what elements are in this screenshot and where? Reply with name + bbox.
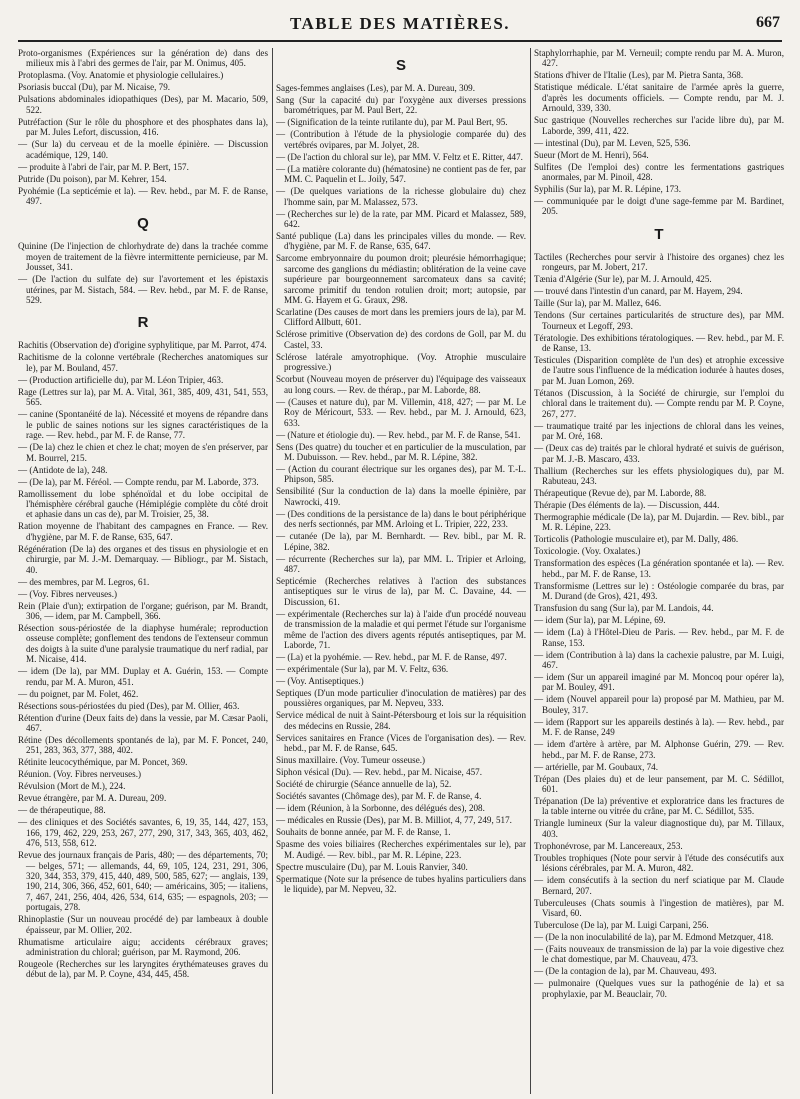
index-entry: Thérapeutique (Revue de), par M. Laborde, 88. — [534, 487, 707, 498]
index-entry: Putride (Du poison), par M. Kehrer, 154. — [18, 173, 167, 184]
index-entry: — (Sur la) du cerveau et de la moelle épinière. — Discussion académique, 129, 140. — [18, 139, 268, 160]
index-entry: Triangle lumineux (Sur la valeur diagnostique du), par M. Tillaux, 403. — [534, 818, 784, 839]
index-entry: Tératologie. Des exhibitions tératologiques. — Rev. hebd., par M. F. de Ranse, 13. — [534, 332, 784, 354]
index-entry: Rougeole (Recherches sur les laryngites érythémateuses graves du début de la), par M. P. Coyne, 434, 445, 458. — [18, 959, 268, 980]
index-entry: Septicémie (Recherches relatives à l'action des substances antiseptiques sur le virus de la), par M. C. Davaine, 44. — Discussion, 61. — [276, 575, 526, 607]
index-entry: Tétanos (Discussion, à la Société de chirurgie, sur l'emploi du chloral dans le traitement du). — Compte rendu par M. P. Coyne, 267, 277. — [534, 387, 784, 419]
running-title: TABLE DES MATIÈRES. — [289, 14, 511, 33]
index-entry: Thallium (Recherches sur les effets physiologiques du), par M. Rabuteau, 243. — [534, 465, 784, 486]
index-entry: — (Faits nouveaux de transmission de la) par la voie digestive chez le chat domestique, par M. Chauveau, 473. — [534, 944, 784, 965]
index-entry: Stations d'hiver de l'Italie (Les), par M. Pietra Santa, 368. — [534, 70, 744, 81]
index-entry: Sociétés savantes (Chômage des), par M. F. de Ranse, 4. — [276, 791, 482, 802]
index-entry: Statistique médicale. L'état sanitaire de l'armée après la guerre, d'après les documents officiels. — Compte rendu, par M. J. Arnould, 339, 330. — [534, 82, 784, 114]
index-entry: Tuberculeuses (Chats soumis à l'ingestion de matières), par M. Visard, 60. — [534, 897, 784, 918]
index-entry: — (Antidote de la), 248. — [18, 464, 108, 475]
index-entry: — idem (De la), par MM. Duplay et A. Guérin, 153. — Compte rendu, par M. A. Muron, 451. — [18, 666, 268, 687]
index-entry: Troubles trophiques (Note pour servir à l'étude des consécutifs aux lésions cérébrales, par M. A. Muron, 482. — [534, 852, 784, 874]
index-entry: — (De la contagion de la), par M. Chauveau, 493. — [534, 966, 717, 977]
index-entry: Services sanitaires en France (Vices de l'organisation des). — Rev. hebd., par M. F. de Ranse, 645. — [276, 732, 526, 754]
index-entry: Sang (Sur la capacité du) par l'oxygène aux diverses pressions barométriques, par M. Paul Bert, 22. — [276, 95, 526, 116]
index-entry: Syphilis (Sur la), par M. R. Lépine, 173. — [534, 184, 682, 195]
index-entry: — (Action du courant électrique sur les organes des), par M. T.-L. Phipson, 585. — [276, 463, 526, 485]
index-entry: Trépanation (De la) préventive et exploratrice dans les fractures de la table interne ou vitrée du crâne, par M. C. Sédillot, 535. — [534, 795, 784, 817]
index-entry: Sarcome embryonnaire du poumon droit; pleurésie hémorrhagique; sarcome des ganglions du médiastin; oblitération de la veine cave supérieure par bourgeonnement sarcomateux dans sa cavité; sarcome primitif du tendon rotulien droit; mort; autopsie, par MM. G. Hayem et G. Graux, 298. — [276, 253, 526, 306]
index-entry: — (Causes et nature du), par M. Villemin, 418, 427; — par M. Le Roy de Méricourt, 533. — Rev. hebd., par M. J. Arnould, 623, 633. — [276, 396, 526, 428]
index-entry: Suc gastrique (Nouvelles recherches sur l'acide libre du), par M. Laborde, 399, 411, 422. — [534, 115, 784, 136]
section-letter: S — [395, 57, 406, 74]
index-entry: — (Contribution à l'étude de la physiologie comparée du) des vertébrés ovipares, par M. Jolyet, 28. — [276, 129, 526, 150]
index-entry: — médicales en Russie (Des), par M. B. Milliot, 4, 77, 249, 517. — [276, 815, 512, 826]
index-entry: Septiques (D'un mode particulier d'inoculation de matières) par des poussières organiques, par M. Nepveu, 333. — [276, 687, 526, 709]
index-entry: — (De l'action du chloral sur le), par MM. V. Feltz et E. Ritter, 447. — [276, 151, 523, 162]
index-entry: Rhinoplastie (Sur un nouveau procédé de) par lambeaux à double épaisseur, par M. Ollier, 202. — [18, 914, 268, 935]
index-entry: Staphylorrhaphie, par M. Verneuil; compte rendu par M. A. Muron, 427. — [534, 48, 784, 69]
index-entry: — des cliniques et des Sociétés savantes, 6, 19, 35, 144, 427, 153, 166, 179, 462, 229, 253, 267, 277, 290, 317, 343, 365, 403, 462, 476, 513, 558, 612. — [18, 817, 268, 849]
index-entry: Transfusion du sang (Sur la), par M. Landois, 44. — [534, 603, 714, 614]
index-entry: — cutanée (De la), par M. Bernhardt. — Rev. bibl., par M. R. Lépine, 382. — [276, 531, 526, 552]
index-entry: — artérielle, par M. Goubaux, 74. — [534, 761, 658, 772]
column-1 — [18, 48, 268, 1094]
index-entry: — idem (Contribution à la) dans la cachexie palustre, par M. Luigi, 467. — [534, 649, 784, 670]
index-entry: Trophonévrose, par M. Lancereaux, 253. — [534, 840, 683, 851]
index-entry: — (La matière colorante du) (hématosine) ne contient pas de fer, par MM. C. Paquelin et L. Joily, 547. — [276, 163, 526, 185]
index-entry: Transformation des espèces (La génération spontanée et la). — Rev. hebd., par M. F. de Ranse, 13. — [534, 558, 784, 579]
page-number: 667 — [756, 14, 780, 31]
index-entry: Rétinite leucocythémique, par M. Poncet, 369. — [18, 757, 188, 768]
index-entry: — idem (Sur un appareil imaginé par M. Moncoq pour opérer la), par M. Bouley, 491. — [534, 671, 784, 693]
index-entry: Thermographie médicale (De la), par M. Dujardin. — Rev. bibl., par M. R. Lépine, 223. — [534, 511, 784, 533]
index-entry: Société de chirurgie (Séance annuelle de la), 52. — [276, 779, 452, 790]
index-entry: Revue des journaux français de Paris, 480; — des départements, 70; — belges, 571; — allemands, 44, 69, 105, 124, 231, 291, 306, 320, 344, 353, 379, 415, 440, 489, 500, 585, 627; — anglais, 139, 190, 214, 306, 366, 452, 601, 640; — américains, 305; — italiens, 7, 467, 241, 256, 404, 426, 534, 614, 635; — espagnols, 203; — portugais, 278. — [18, 850, 268, 913]
index-entry: Révulsion (Mort de M.), 224. — [18, 781, 126, 792]
index-entry: Toxicologie. (Voy. Oxalates.) — [534, 546, 641, 557]
index-entry: Sinus maxillaire. (Voy. Tumeur osseuse.) — [276, 755, 426, 766]
index-entry: — idem consécutifs à la section du nerf sciatique par M. Claude Bernard, 207. — [534, 875, 784, 896]
index-entry: Spasme des voies biliaires (Recherches expérimentales sur le), par M. Audigé. — Rev. bibl., par M. R. Lépine, 223. — [276, 839, 526, 860]
index-entry: Spermatique (Note sur la présence de tubes hyalins particuliers dans le liquide), par M. Nepveu, 32. — [276, 873, 526, 894]
index-entry: Tactiles (Recherches pour servir à l'histoire des organes) chez les rongeurs, par M. Jobert, 217. — [534, 251, 784, 273]
index-entry: — (Voy. Antiseptiques.) — [276, 675, 364, 686]
index-entry: — idem (Réunion, à la Sorbonne, des délégués des), 208. — [276, 803, 485, 814]
index-entry: — (De la), par M. Féréol. — Compte rendu, par M. Laborde, 373. — [18, 476, 259, 487]
index-entry: Rachitisme de la colonne vertébrale (Recherches anatomiques sur le), par M. Bouland, 457. — [18, 352, 268, 373]
index-entry: — (Nature et étiologie du). — Rev. hebd., par M. F. de Ranse, 541. — [276, 429, 521, 440]
index-entry: Tuberculose (De la), par M. Luigi Carpani, 256. — [534, 920, 709, 930]
index-entry: — idem d'artère à artère, par M. Alphonse Guérin, 279. — Rev. hebd., par M. F. de Ranse, 273. — [534, 739, 784, 760]
index-entry: Putréfaction (Sur le rôle du phosphore et des phosphates dans la), par M. Jules Lefort, discussion, 416. — [18, 116, 268, 138]
column-2 — [276, 48, 526, 1094]
index-entry: — récurrente (Recherches sur la), par MM. L. Tripier et Arloing, 487. — [276, 553, 526, 574]
index-entry: Scorbut (Nouveau moyen de préserver du) l'équipage des vaisseaux au long cours. — Rev. de thérap., par M. Laborde, 88. — [276, 374, 526, 395]
section-letter: R — [137, 314, 149, 332]
index-entry: Sclérose primitive (Observation de) des cordons de Goll, par M. du Castel, 33. — [276, 329, 526, 350]
index-entry: — idem (Sur la), par M. Lépine, 69. — [534, 615, 666, 626]
index-entry: Protoplasma. (Voy. Anatomie et physiologie cellulaires.) — [18, 70, 224, 81]
index-entry: — canine (Spontanéité de la). Nécessité et moyens de répandre dans le public de saines notions sur les signes caractéristiques de la rage. — Rev. hebd., par M. F. de Ranse, 77. — [18, 409, 268, 441]
column-divider — [272, 48, 273, 1094]
index-entry: Proto-organismes (Expériences sur la génération de) dans des milieux mis à l'abri des germes de l'air, par M. Onimus, 405. — [18, 48, 268, 69]
index-entry: — (De l'action du sulfate de) sur l'avortement et les épistaxis utérines, par M. Sistach, 584. — Rev. hebd., par M. F. de Ranse, 529. — [18, 274, 268, 306]
page-header — [18, 8, 782, 38]
index-entry: Sclérose latérale amyotrophique. (Voy. Atrophie musculaire progressive.) — [276, 351, 526, 373]
index-entry: Taille (Sur la), par M. Mallez, 646. — [534, 298, 662, 309]
index-entry: — produite à l'abri de l'air, par M. P. Bert, 157. — [18, 161, 189, 172]
index-entry: Sens (Des quatre) du toucher et en particulier de la musculation, par M. Dubuisson. — Rev. hebd., par M. R. Lépine, 382. — [276, 441, 526, 462]
index-entry: Rachitis (Observation de) d'origine syphylitique, par M. Parrot, 474. — [18, 340, 267, 351]
index-entry: Souhaits de bonne année, par M. F. de Ranse, 1. — [276, 827, 451, 838]
index-entry: Ration moyenne de l'habitant des campagnes en France. — Rev. d'hygiène, par M. F. de Ranse, 635, 647. — [18, 521, 268, 542]
index-entry: Spectre musculaire (Du), par M. Louis Ranvier, 340. — [276, 861, 468, 872]
index-entry: Psoriasis buccal (Du), par M. Nicaise, 79. — [18, 82, 171, 93]
column-3 — [534, 48, 784, 1094]
index-entry: Santé publique (La) dans les principales villes du monde. — Rev. d'hygiène, par M. F. de Ranse, 635, 647. — [276, 231, 526, 252]
index-entry: Thérapie (Des éléments de la). — Discussion, 444. — [534, 499, 720, 510]
header-rule — [18, 40, 782, 42]
index-entry: — expérimentale (Sur la), par M. V. Feltz, 636. — [276, 663, 449, 674]
index-entry: — expérimentale (Recherches sur la) à l'aide d'un procédé nouveau de transmission de la maladie et qui permet l'étude sur l'organisme même de l'action des divers agents réputés antiseptiques, par M. Laborde, 71. — [276, 608, 526, 650]
index-entry: Régénération (De la) des organes et des tissus en physiologie et en chirurgie, par M. J.-M. Demarquay. — Bibliogr., par M. Sistach, 40. — [18, 543, 268, 575]
index-entry: Pulsations abdominales idiopathiques (Des), par M. Macario, 509, 522. — [18, 94, 268, 115]
index-entry: Rhumatisme articulaire aigu; accidents cérébraux graves; administration du chloral; guérison, par M. Raymond, 206. — [18, 936, 268, 958]
index-entry: Tænia d'Algérie (Sur le), par M. J. Arnould, 425. — [534, 274, 712, 285]
index-entry: Ramollissement du lobe sphénoïdal et du lobe occipital de l'hémisphère cérébral gauche (Hémiplégie complète du côté droit et aphasie dans un cas de), par M. Troisier, 25, 38. — [18, 488, 268, 520]
index-entry: Service médical de nuit à Saint-Pétersbourg et lois sur la réquisition des médecins en Russie, 284. — [276, 710, 526, 731]
index-entry: — (De la) chez le chien et chez le chat; moyen de s'en préserver, par M. Bourrel, 215. — [18, 442, 268, 463]
section-letter: T — [654, 225, 664, 243]
index-entry: Revue étrangère, par M. A. Dureau, 209. — [18, 793, 167, 804]
index-entry: — pulmonaire (Quelques vues sur la pathogénie de la) et sa prophylaxie, par M. Beauclair, 70. — [534, 978, 784, 999]
index-entry: Résection sous-périostée de la diaphyse humérale; reproduction osseuse complète; gonflement des tendons de l'extenseur commun des doigts à la suite d'une paralysie traumatique du nerf radial, par M. Nicaise, 414. — [18, 622, 268, 665]
index-entry: Sueur (Mort de M. Henri), 564. — [534, 149, 649, 160]
index-entry: — du poignet, par M. Folet, 462. — [18, 688, 139, 699]
index-entry: Rétention d'urine (Deux faits de) dans la vessie, par M. Cæsar Paoli, 467. — [18, 712, 268, 733]
index-entry: Sensibilité (Sur la conduction de la) dans la moelle épinière, par Nawrocki, 419. — [276, 486, 526, 507]
section-letter: Q — [137, 215, 149, 233]
index-entry: — idem (La) à l'Hôtel-Dieu de Paris. — Rev. hebd., par M. F. de Ranse, 153. — [534, 627, 784, 648]
index-entry: Torticolis (Pathologie musculaire et), par M. Dally, 486. — [534, 534, 739, 545]
index-entry: — communiquée par le doigt d'une sage-femme par M. Bardinet, 205. — [534, 196, 784, 217]
index-entry: — (De la non inoculabilité de la), par M. Edmond Metzquer, 418. — [534, 932, 774, 942]
index-entry: — trouvé dans l'intestin d'un canard, par M. Hayem, 294. — [534, 286, 743, 297]
index-entry: — (De quelques variations de la richesse globulaire du) chez l'homme sain, par M. Malassez, 573. — [276, 186, 526, 207]
index-entry: Pyohémie (La septicémie et la). — Rev. hebd., par M. F. de Ranse, 497. — [18, 185, 268, 207]
index-columns — [18, 48, 784, 1094]
index-entry: — (La) et la pyohémie. — Rev. hebd., par M. F. de Ranse, 497. — [276, 651, 507, 662]
index-entry: Sulfites (De l'emploi des) contre les fermentations gastriques anormales, par M. Pinoil, 428. — [534, 161, 784, 183]
index-entry: Rein (Plaie d'un); extirpation de l'organe; guérison, par M. Brandt, 306, — idem, par M. Campbell, 366. — [18, 600, 268, 621]
index-entry: — (Signification de la teinte rutilante du), par M. Paul Bert, 95. — [276, 117, 508, 128]
index-entry: — de thérapeutique, 88. — [18, 805, 106, 816]
index-entry: — intestinal (Du), par M. Leven, 525, 536. — [534, 137, 691, 148]
index-entry: Réunion. (Voy. Fibres nerveuses.) — [18, 769, 141, 780]
index-entry: Résections sous-périostées du pied (Des), par M. Ollier, 463. — [18, 700, 240, 711]
index-entry: Siphon vésical (Du). — Rev. hebd., par M. Nicaise, 457. — [276, 767, 482, 778]
index-entry: Rage (Lettres sur la), par M. A. Vital, 361, 385, 409, 431, 541, 553, 565. — [18, 386, 268, 408]
index-entry: — des membres, par M. Legros, 61. — [18, 576, 150, 587]
index-entry: — (Voy. Fibres nerveuses.) — [18, 588, 118, 599]
index-entry: Rétine (Des décollements spontanés de la), par M. F. Poncet, 240, 251, 283, 363, 377, 388, 402. — [18, 734, 268, 756]
column-divider — [530, 48, 531, 1094]
index-entry: — (Des conditions de la persistance de la) dans le bout périphérique des nerfs sectionnés, par MM. Arloing et L. Tripier, 222, 233. — [276, 508, 526, 530]
index-entry: Quinine (De l'injection de chlorhydrate de) dans la trachée comme moyen de traitement de la fièvre intermittente pernicieuse, par M. Jousset, 341. — [18, 241, 268, 273]
index-entry: Tendons (Sur certaines particularités de structure des), par MM. Tourneux et Legoff, 293. — [534, 310, 784, 331]
index-entry: — idem (Nouvel appareil pour la) proposé par M. Mathieu, par M. Bouley, 317. — [534, 694, 784, 715]
index-entry: Transformisme (Lettres sur le) : Ostéologie comparée du bras, par M. Durand (de Gros), 421, 493. — [534, 580, 784, 602]
index-entry: Testicules (Disparition complète de l'un des) et atrophie excessive de l'autre sous l'influence de la médication iodurée à hautes doses, par M. Juan Lomon, 269. — [534, 355, 784, 386]
index-entry: — traumatique traité par les injections de chloral dans les veines, par M. Oré, 168. — [534, 420, 784, 442]
index-entry: — (Deux cas de) traités par le chloral hydraté et suivis de guérison, par M. J.-B. Mascaro, 433. — [534, 443, 784, 464]
index-entry: Trépan (Des plaies du) et de leur pansement, par M. C. Sédillot, 601. — [534, 773, 784, 794]
index-entry: — (Recherches sur le) de la rate, par MM. Picard et Malassez, 589, 642. — [276, 208, 526, 230]
index-entry: Sages-femmes anglaises (Les), par M. A. Dureau, 309. — [276, 83, 475, 93]
index-entry: Scarlatine (Des causes de mort dans les premiers jours de la), par M. Clifford Allbutt, 601. — [276, 307, 526, 328]
index-entry: — idem (Rapport sur les appareils destinés à la). — Rev. hebd., par M. F. de Ranse, 249 — [534, 716, 784, 738]
index-entry: — (Production artificielle du), par M. Léon Tripier, 463. — [18, 374, 224, 385]
